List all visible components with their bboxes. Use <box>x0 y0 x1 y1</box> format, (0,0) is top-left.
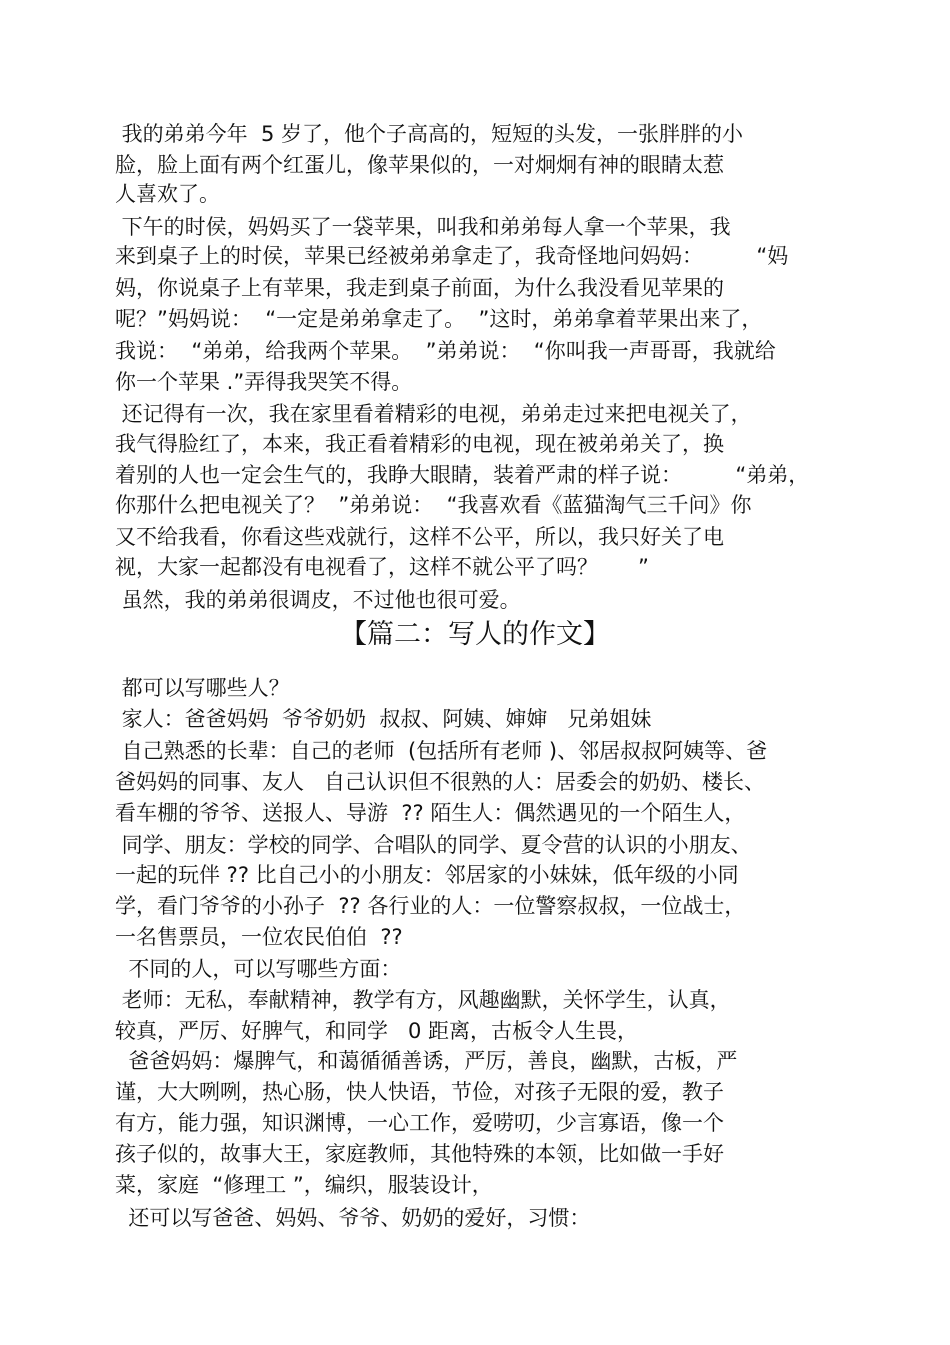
paragraph-line: 你一个苹果 .”弄得我哭笑不得。 <box>115 370 413 394</box>
paragraph-line: 爸妈妈的同事、友人 自己认识但不很熟的人：居委会的奶奶、楼长、 <box>115 770 766 794</box>
paragraph-line: 都可以写哪些人？ <box>115 676 290 700</box>
paragraph-line: 一起的玩伴 ?? 比自己小的小朋友：邻居家的小妹妹，低年级的小同 <box>115 863 739 887</box>
paragraph-line: 你那什么把电视关了？ ”弟弟说： “我喜欢看《蓝猫淘气三千问》你 <box>115 493 752 517</box>
paragraph-line: 还可以写爸爸、妈妈、爷爷、奶奶的爱好，习惯： <box>115 1206 591 1230</box>
paragraph-line: 学，看门爷爷的小孙子 ?? 各行业的人：一位警察叔叔，一位战士， <box>115 894 746 918</box>
paragraph-line: 我的弟弟今年 5 岁了，他个子高高的，短短的头发，一张胖胖的小 <box>115 122 744 146</box>
paragraph-line: 还记得有一次，我在家里看着精彩的电视，弟弟走过来把电视关了， <box>115 402 752 426</box>
section-heading: 【篇二：写人的作文】 <box>340 619 610 650</box>
paragraph-line: 我气得脸红了，本来，我正看着精彩的电视，现在被弟弟关了，换 <box>115 432 724 456</box>
paragraph-line: 一名售票员，一位农民伯伯 ?? <box>115 925 403 949</box>
paragraph-line: 又不给我看，你看这些戏就行，这样不公平，所以，我只好关了电 <box>115 525 724 549</box>
paragraph-line: 呢？”妈妈说： “一定是弟弟拿走了。 ”这时，弟弟拿着苹果出来了， <box>115 307 763 331</box>
paragraph-line: 孩子似的，故事大王，家庭教师，其他特殊的本领，比如做一手好 <box>115 1142 724 1166</box>
paragraph-line: 视，大家一起都没有电视看了，这样不就公平了吗？ ” <box>115 555 649 579</box>
paragraph-line: 较真，严厉、好脾气，和同学 0 距离，古板令人生畏， <box>115 1019 639 1043</box>
paragraph-line: 菜，家庭 “修理工 ”，编织，服装设计， <box>115 1173 493 1197</box>
paragraph-line: 不同的人，可以写哪些方面： <box>115 957 402 981</box>
paragraph-line: 妈，你说桌子上有苹果，我走到桌子前面，为什么我没看见苹果的 <box>115 276 724 300</box>
paragraph-line: 脸，脸上面有两个红蛋儿，像苹果似的，一对炯炯有神的眼睛太惹 <box>115 153 724 177</box>
paragraph-line: 虽然，我的弟弟很调皮，不过他也很可爱。 <box>115 588 521 612</box>
paragraph-line: 人喜欢了。 <box>115 182 220 206</box>
paragraph-line: 谨，大大咧咧，热心肠，快人快语，节俭，对孩子无限的爱，教子 <box>115 1080 724 1104</box>
paragraph-line: 家人：爸爸妈妈 爷爷奶奶 叔叔、阿姨、婶婶 兄弟姐妹 <box>115 707 652 731</box>
paragraph-line: 我说： “弟弟，给我两个苹果。 ”弟弟说： “你叫我一声哥哥，我就给 <box>115 339 776 363</box>
paragraph-line: 看车棚的爷爷、送报人、导游 ?? 陌生人：偶然遇见的一个陌生人， <box>115 801 746 825</box>
paragraph-line: 下午的时侯，妈妈买了一袋苹果，叫我和弟弟每人拿一个苹果，我 <box>115 215 731 239</box>
paragraph-line: 爸爸妈妈：爆脾气，和蔼循循善诱，严厉，善良，幽默，古板，严 <box>115 1049 738 1073</box>
paragraph-line: 有方，能力强，知识渊博，一心工作，爱唠叨，少言寡语，像一个 <box>115 1111 724 1135</box>
paragraph-line: 着别的人也一定会生气的，我睁大眼睛，装着严肃的样子说： “弟弟， <box>115 463 810 487</box>
paragraph-line: 自己熟悉的长辈：自己的老师 (包括所有老师 )、邻居叔叔阿姨等、爸 <box>115 739 768 763</box>
paragraph-line: 来到桌子上的时侯，苹果已经被弟弟拿走了，我奇怪地问妈妈： “妈 <box>115 244 789 268</box>
paragraph-line: 同学、朋友：学校的同学、合唱队的同学、夏令营的认识的小朋友、 <box>115 833 752 857</box>
paragraph-line: 老师：无私，奉献精神，教学有方，风趣幽默，关怀学生，认真， <box>115 988 731 1012</box>
